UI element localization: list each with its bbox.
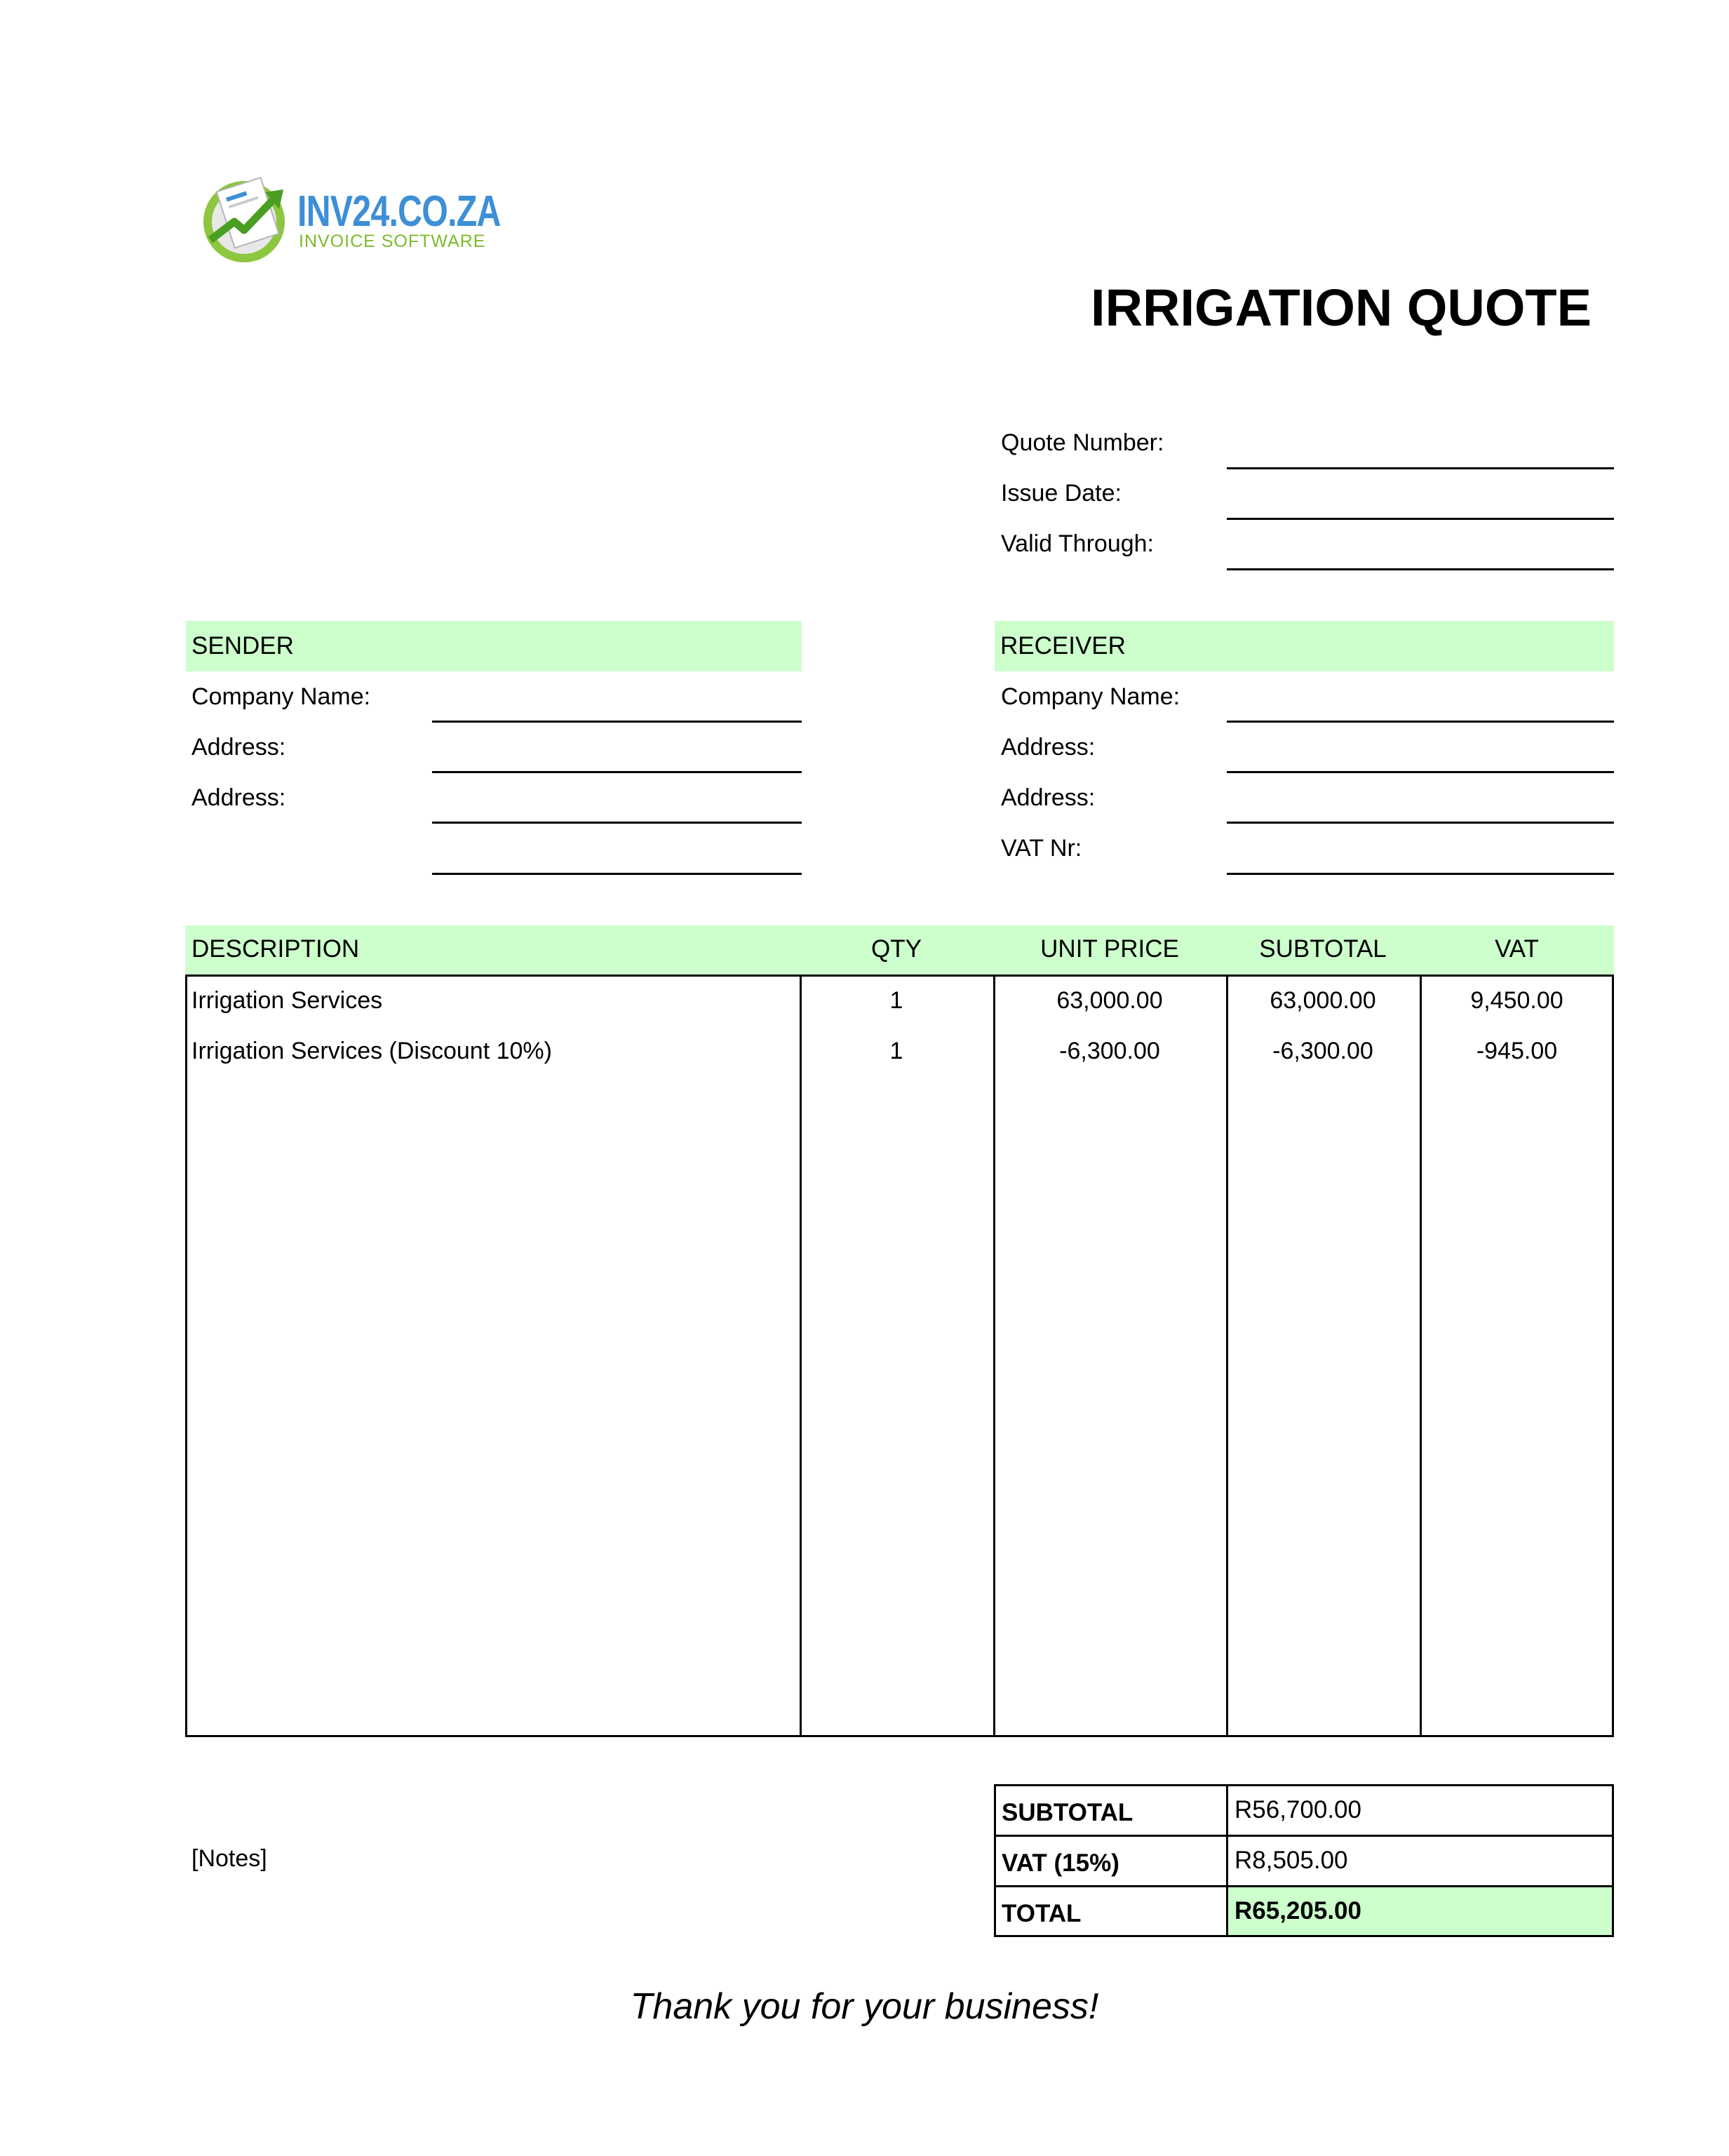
sender-company-field[interactable] (432, 721, 802, 723)
column-divider (1226, 1786, 1228, 1935)
subtotal-row (996, 1786, 1612, 1837)
row2-description: Irrigation Services (Discount 10%) (191, 1038, 552, 1064)
receiver-company-label: Company Name: (1001, 683, 1180, 710)
sender-extra-field[interactable] (432, 873, 802, 875)
receiver-address1-field[interactable] (1227, 771, 1614, 773)
sender-address1-field[interactable] (432, 771, 802, 773)
sender-heading: SENDER (191, 632, 294, 659)
row1-unit-price: 63,000.00 (1056, 987, 1163, 1014)
subtotal-label: SUBTOTAL (1002, 1799, 1133, 1826)
header-unit-price: UNIT PRICE (1040, 935, 1179, 963)
receiver-address1-label: Address: (1001, 734, 1096, 761)
header-description: DESCRIPTION (191, 935, 360, 963)
document-title: IRRIGATION QUOTE (1091, 279, 1592, 337)
totals-table (994, 1784, 1614, 1937)
column-divider (1226, 976, 1228, 1737)
notes: [Notes] (191, 1845, 267, 1872)
valid-through-label: Valid Through: (1001, 530, 1154, 557)
sender-address2-label: Address: (191, 784, 286, 811)
quote-number-field[interactable] (1227, 467, 1614, 469)
receiver-vat-label: VAT Nr: (1001, 835, 1082, 862)
thank-you-message: Thank you for your business! (630, 1986, 1099, 2027)
valid-through-field[interactable] (1227, 568, 1614, 570)
column-divider (1420, 976, 1422, 1737)
sender-address2-field[interactable] (432, 822, 802, 824)
total-value: R65,205.00 (1234, 1897, 1361, 1924)
row1-subtotal: 63,000.00 (1270, 987, 1376, 1014)
column-divider (993, 976, 995, 1737)
logo-brand-text: INV24.CO.ZA (297, 187, 501, 236)
logo-subtitle: INVOICE SOFTWARE (299, 232, 486, 251)
items-table (185, 925, 1614, 1737)
row2-unit-price: -6,300.00 (1059, 1038, 1160, 1064)
receiver-vat-field[interactable] (1227, 873, 1614, 875)
total-row (996, 1887, 1612, 1938)
row1-qty: 1 (889, 987, 903, 1014)
issue-date-field[interactable] (1227, 518, 1614, 520)
vat-value: R8,505.00 (1234, 1847, 1348, 1874)
sender-address1-label: Address: (191, 734, 286, 761)
document-chart-arrow-icon (201, 173, 292, 264)
column-divider (800, 976, 802, 1737)
receiver-address2-field[interactable] (1227, 822, 1614, 824)
receiver-address2-label: Address: (1001, 784, 1096, 811)
subtotal-value: R56,700.00 (1234, 1796, 1361, 1823)
vat-label: VAT (15%) (1002, 1849, 1119, 1877)
sender-company-label: Company Name: (191, 683, 371, 710)
row1-vat: 9,450.00 (1470, 987, 1563, 1014)
total-label: TOTAL (1002, 1900, 1082, 1927)
company-logo (201, 173, 501, 264)
receiver-header (995, 621, 1614, 671)
header-subtotal: SUBTOTAL (1259, 935, 1387, 963)
vat-row (996, 1837, 1612, 1887)
receiver-heading: RECEIVER (1000, 632, 1126, 659)
row2-vat: -945.00 (1476, 1038, 1558, 1064)
sender-header (186, 621, 802, 671)
items-table-header (185, 925, 1614, 977)
header-vat: VAT (1495, 935, 1539, 963)
row1-description: Irrigation Services (191, 987, 383, 1014)
row2-qty: 1 (889, 1038, 903, 1064)
receiver-company-field[interactable] (1227, 721, 1614, 723)
header-qty: QTY (871, 935, 922, 963)
row2-subtotal: -6,300.00 (1272, 1038, 1373, 1064)
quote-number-label: Quote Number: (1001, 429, 1164, 456)
issue-date-label: Issue Date: (1001, 480, 1122, 507)
items-table-body (185, 976, 1614, 1737)
